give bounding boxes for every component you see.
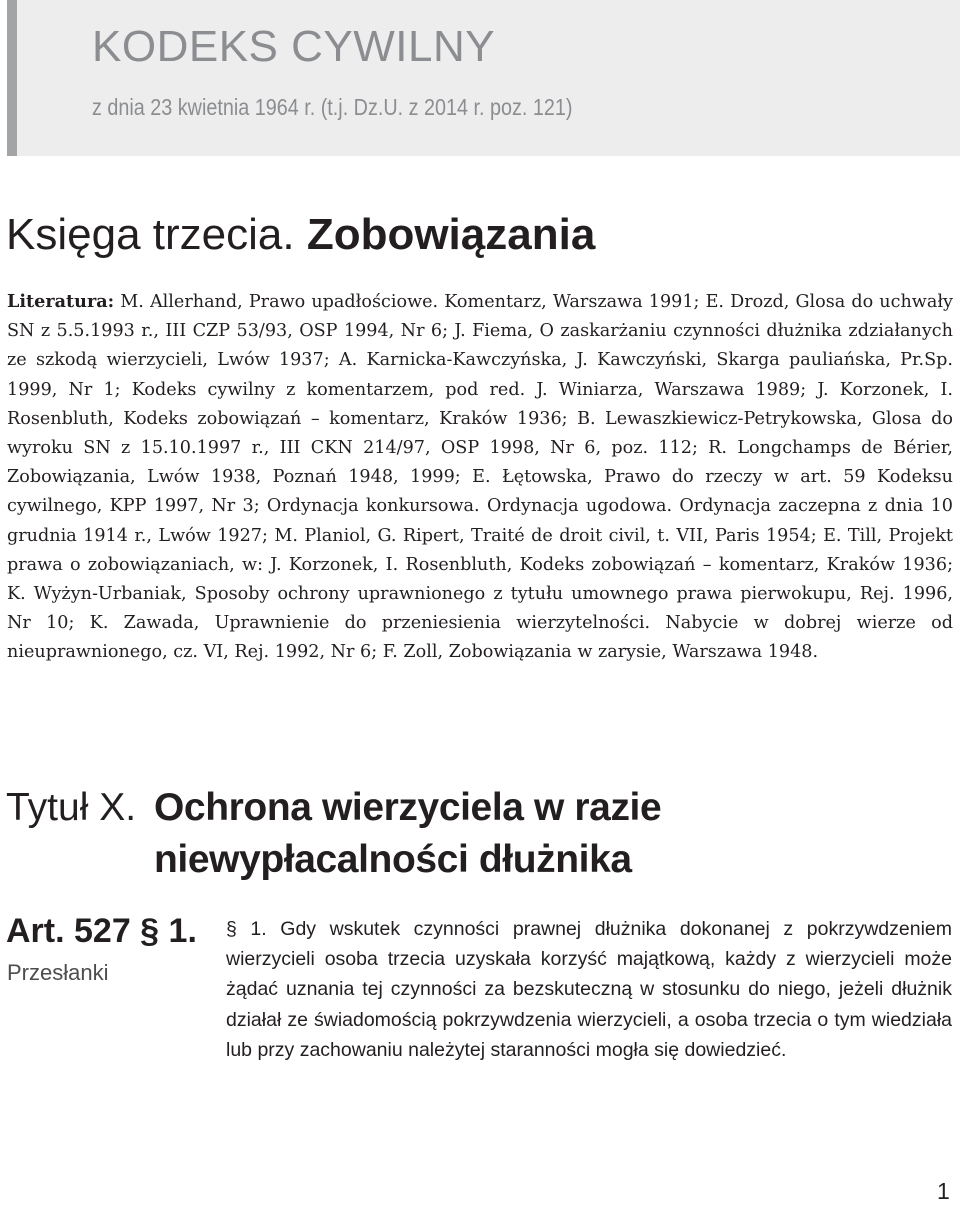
- article-text: § 1. Gdy wskutek czynności prawnej dłużnika dokonanej z pokrzywdzeniem wierzycieli osoba trzecia uzyskała korzyść majątkową, każdy z wierzycieli może żądać uznania tej czynności za bezskuteczną w stosunku do niego, jeżeli dłużnik działał ze świadomością pokrzywdzenia wierzycieli, a osoba trzecia o tym wiedziała lub przy zachowaniu należytej staranności mogła się dowiedzieć.: [226, 918, 952, 1061]
- literature-label: Literatura:: [7, 291, 115, 312]
- book-heading: [6, 210, 595, 260]
- code-subtitle: z dnia 23 kwietnia 1964 r. (t.j. Dz.U. z 2014 r. poz. 121): [92, 94, 573, 120]
- book-title: Zobowiązania: [306, 210, 596, 259]
- literature-paragraph: [7, 287, 953, 668]
- title-label: Tytuł X.: [6, 786, 137, 829]
- article-marginal-note: Przesłanki: [7, 960, 109, 985]
- header-banner: [7, 0, 960, 156]
- page-number: 1: [937, 1178, 950, 1204]
- code-title: KODEKS CYWILNY: [92, 22, 496, 71]
- literature-text: M. Allerhand, Prawo upadłościowe. Komentarz, Warszawa 1991; E. Drozd, Glosa do uchwały SN z 5.5.1993 r., III CZP 53/93, OSP 1994, Nr 6; J. Fiema, O zaskarżaniu czynności dłużnika zdziałanych ze szkodą wierzycieli, Lwów 1937; A. Karnicka-Kawczyńska, J. Kawczyński, Skarga pauliańska, Pr.Sp. 1999, Nr 1; Kodeks cywilny z komentarzem, pod red. J. Winiarza, Warszawa 1989; J. Korzonek, I. Rosenbluth, Kodeks zobowiązań – komentarz, Kraków 1936; B. Lewaszkiewicz-Petrykowska, Glosa do wyroku SN z 15.10.1997 r., III CKN 214/97, OSP 1998, Nr 6, poz. 112; R. Longchamps de Bérier, Zobowiązania, Lwów 1938, Poznań 1948, 1999; E. Łętowska, Prawo do rzeczy w art. 59 Kodeksu cywilnego, KPP 1997, Nr 3; Ordynacja konkursowa. Ordynacja ugodowa. Ordynacja zaczepna z dnia 10 grudnia 1914 r., Lwów 1927; M. Planiol, G. Ripert, Traité de droit civil, t. VII, Paris 1954; E. Till, Projekt prawa o zobowiązaniach, w: J. Korzonek, I. Rosenbluth, Kodeks zobowiązań – komentarz, Kraków 1936; K. Wyżyn-Urbaniak, Sposoby ochrony uprawnionego z tytułu umownego prawa pierwokupu, Rej. 1996, Nr 10; K. Zawada, Uprawnienie do przeniesienia wierzytelności. Nabycie w dobrej wierze od nieuprawnionego, cz. VI, Rej. 1992, Nr 6; F. Zoll, Zobowiązania w zarysie, Warszawa 1948.: [7, 292, 953, 663]
- article-number: Art. 527 § 1.: [6, 912, 197, 950]
- title-text: Ochrona wierzyciela w razie niewypłacalności dłużnika: [154, 786, 662, 881]
- book-label: Księga trzecia.: [6, 210, 295, 259]
